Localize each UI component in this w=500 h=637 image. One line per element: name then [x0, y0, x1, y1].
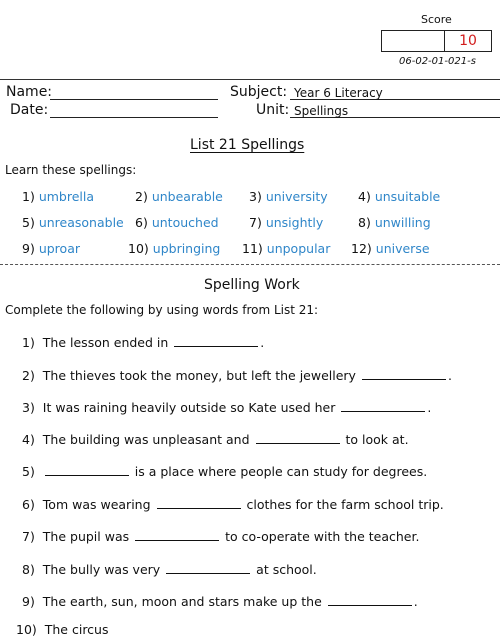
spelling-item: 5) unreasonable — [22, 215, 124, 230]
sentence-item: 1) The lesson ended in . — [22, 335, 265, 350]
answer-blank[interactable] — [157, 498, 241, 509]
sentence-item: 2) The thieves took the money, but left the jewellery . — [22, 368, 452, 383]
sentence-item: 10) The circus — [16, 622, 109, 637]
spelling-item: 1) umbrella — [22, 189, 95, 204]
list-title: List 21 Spellings — [190, 137, 305, 153]
answer-blank[interactable] — [328, 595, 412, 606]
score-box — [381, 30, 492, 52]
spelling-item: 4) unsuitable — [358, 189, 441, 204]
section-divider — [0, 264, 500, 265]
work-title: Spelling Work — [204, 277, 300, 293]
score-box-empty-cell — [382, 31, 445, 51]
spelling-item: 8) unwilling — [358, 215, 431, 230]
spelling-item: 9) uproar — [22, 241, 80, 256]
spelling-item: 12) universe — [351, 241, 430, 256]
spelling-item: 2) unbearable — [135, 189, 223, 204]
sentence-item: 8) The bully was very at school. — [22, 562, 317, 577]
spelling-item: 6) untouched — [135, 215, 219, 230]
spelling-item: 3) university — [249, 189, 328, 204]
sentence-item: 4) The building was unpleasant and to look at. — [22, 432, 409, 447]
learn-instruction: Learn these spellings: — [5, 163, 137, 177]
name-label: Name: — [6, 84, 53, 100]
unit-label: Unit: — [256, 102, 290, 118]
answer-blank[interactable] — [362, 369, 446, 380]
work-instruction: Complete the following by using words from List 21: — [5, 303, 319, 317]
answer-blank[interactable] — [174, 336, 258, 347]
spelling-item: 10) upbringing — [128, 241, 221, 256]
date-label: Date: — [10, 102, 49, 118]
answer-blank[interactable] — [256, 433, 340, 444]
answer-blank[interactable] — [341, 401, 425, 412]
sentence-item: 6) Tom was wearing clothes for the farm school trip. — [22, 497, 444, 512]
answer-blank[interactable] — [166, 563, 250, 574]
sentence-item: 5) is a place where people can study for degrees. — [22, 464, 428, 479]
worksheet-code: 06-02-01-021-s — [399, 56, 476, 67]
header-divider — [0, 79, 500, 80]
subject-label: Subject: — [230, 84, 288, 100]
name-field[interactable] — [50, 99, 218, 100]
sentence-item: 3) It was raining heavily outside so Kate used her . — [22, 400, 432, 415]
date-field[interactable] — [50, 117, 218, 118]
spelling-item: 11) unpopular — [242, 241, 331, 256]
score-label: Score — [421, 13, 452, 26]
sentence-item: 7) The pupil was to co-operate with the teacher. — [22, 529, 420, 544]
unit-value: Spellings — [294, 104, 349, 118]
spelling-item: 7) unsightly — [249, 215, 324, 230]
subject-value: Year 6 Literacy — [294, 86, 383, 100]
sentence-item: 9) The earth, sun, moon and stars make up the . — [22, 594, 418, 609]
answer-blank[interactable] — [135, 530, 219, 541]
score-value: 10 — [459, 33, 477, 49]
answer-blank[interactable] — [45, 465, 129, 476]
